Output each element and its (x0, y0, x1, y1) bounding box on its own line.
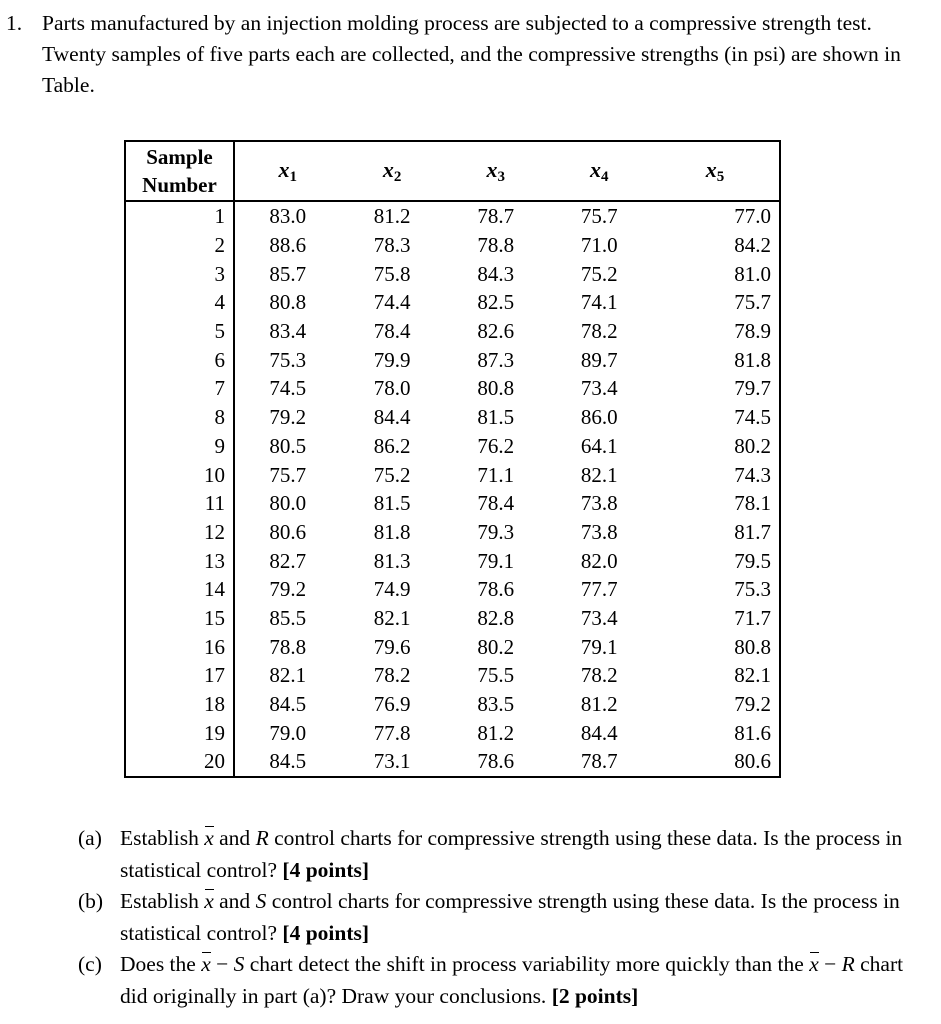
value-cell-x5: 81.8 (734, 347, 771, 372)
value-cell-x4: 89.7 (580, 347, 618, 372)
value-cell-x4: 74.1 (580, 290, 618, 315)
minus-sign: − (216, 952, 229, 976)
var-subscript: 5 (716, 168, 725, 185)
question-c-text-2: chart detect the shift in process variability more quickly than the (249, 952, 804, 976)
sample-number-cell: 19 (125, 718, 234, 747)
value-cell-x4: 86.0 (580, 405, 618, 430)
question-b-text-2: and (219, 889, 251, 913)
value-cell-x5: 81.7 (734, 519, 771, 544)
value-cell-x1: 88.6 (269, 233, 307, 258)
sample-number-cell: 17 (125, 661, 234, 690)
value-cell-x3: 78.4 (477, 491, 515, 516)
value-cell-x1: 79.2 (269, 405, 307, 430)
value-cell-x1: 75.3 (269, 347, 307, 372)
value-cell-x3: 76.2 (477, 433, 515, 458)
value-cell-x3: 81.2 (477, 720, 515, 745)
question-b-text-1: Establish (120, 889, 199, 913)
column-header-x2 (340, 141, 444, 201)
value-cell-x2: 78.0 (373, 376, 411, 401)
xbar-symbol: x (809, 949, 819, 981)
sample-number-cell: 2 (125, 231, 234, 260)
value-cell-x5: 74.3 (734, 462, 771, 487)
value-cell-x3: 82.6 (477, 319, 515, 344)
value-cell-x1: 82.1 (269, 663, 307, 688)
value-cell-x2: 75.8 (373, 261, 411, 286)
value-cell-x4: 78.2 (580, 319, 618, 344)
table-row (125, 201, 780, 231)
value-cell-x3: 82.8 (477, 605, 515, 630)
value-cell-x5: 79.7 (734, 376, 771, 401)
var-symbol: x (278, 156, 290, 182)
sample-number-cell: 9 (125, 432, 234, 461)
column-header-x3 (444, 141, 548, 201)
sample-number-cell: 1 (125, 201, 234, 231)
var-subscript: 3 (497, 168, 505, 185)
question-c-label: (c) (78, 952, 102, 976)
question-a-text-3: control charts for compressive strength using these data. Is the process in statistical control? (120, 826, 903, 882)
table-row (125, 718, 780, 747)
value-cell-x4: 82.0 (580, 548, 618, 573)
xbar-symbol: x (204, 886, 214, 918)
table-row (125, 661, 780, 690)
sample-number-cell: 20 (125, 747, 234, 777)
value-cell-x3: 78.6 (477, 577, 515, 602)
value-cell-x5: 75.3 (734, 577, 771, 602)
value-cell-x3: 71.1 (477, 462, 515, 487)
value-cell-x1: 79.2 (269, 577, 307, 602)
sample-number-cell: 10 (125, 460, 234, 489)
sample-header-line2: Number (142, 173, 217, 197)
question-a-text-2: and (219, 826, 251, 850)
question-a-points: [4 points] (282, 857, 370, 882)
table-row (125, 288, 780, 317)
value-cell-x1: 74.5 (269, 376, 307, 401)
value-cell-x2: 79.9 (373, 347, 411, 372)
var-symbol: x (590, 156, 602, 182)
value-cell-x4: 78.7 (580, 749, 618, 774)
var-subscript: 1 (289, 168, 297, 185)
value-cell-x4: 81.2 (580, 692, 618, 717)
value-cell-x1: 84.5 (269, 749, 307, 774)
value-cell-x5: 79.2 (734, 692, 771, 717)
value-cell-x5: 81.6 (734, 720, 771, 745)
value-cell-x2: 81.3 (373, 548, 411, 573)
value-cell-x4: 71.0 (580, 233, 618, 258)
question-c-text-1: Does the (120, 952, 196, 976)
value-cell-x4: 73.8 (580, 491, 618, 516)
value-cell-x3: 79.3 (477, 519, 515, 544)
value-cell-x4: 75.2 (580, 261, 618, 286)
question-b-text-3: control charts for compressive strength using these data. Is the process in statistical control? (120, 889, 900, 945)
value-cell-x3: 81.5 (477, 405, 515, 430)
column-header-x4 (548, 141, 652, 201)
value-cell-x1: 83.4 (269, 319, 307, 344)
value-cell-x1: 84.5 (269, 692, 307, 717)
value-cell-x1: 83.0 (269, 204, 307, 229)
table-row (125, 632, 780, 661)
value-cell-x5: 84.2 (734, 233, 771, 258)
question-c-points: [2 points] (551, 983, 639, 1008)
table-row (125, 374, 780, 403)
r-symbol: R (255, 826, 269, 850)
value-cell-x4: 73.4 (580, 376, 618, 401)
question-b (78, 886, 928, 949)
value-cell-x3: 78.7 (477, 204, 515, 229)
var-subscript: 4 (601, 168, 609, 185)
value-cell-x1: 78.8 (269, 634, 307, 659)
value-cell-x5: 80.8 (734, 634, 771, 659)
value-cell-x2: 81.2 (373, 204, 411, 229)
question-c (78, 949, 928, 1012)
value-cell-x5: 78.1 (734, 491, 771, 516)
value-cell-x1: 82.7 (269, 548, 307, 573)
table-body (125, 201, 780, 777)
sample-header-line1: Sample (146, 145, 213, 169)
r-symbol: R (841, 952, 855, 976)
table-row (125, 747, 780, 777)
value-cell-x2: 81.8 (373, 519, 411, 544)
value-cell-x4: 64.1 (580, 433, 618, 458)
value-cell-x2: 78.3 (373, 233, 411, 258)
var-symbol: x (382, 156, 394, 182)
xbar-symbol: x (204, 823, 214, 855)
value-cell-x4: 77.7 (580, 577, 618, 602)
table-row (125, 575, 780, 604)
value-cell-x1: 85.7 (269, 261, 307, 286)
compressive-strength-table (124, 140, 781, 778)
table-header-row (125, 141, 780, 201)
value-cell-x3: 79.1 (477, 548, 515, 573)
sample-number-cell: 8 (125, 403, 234, 432)
value-cell-x1: 79.0 (269, 720, 307, 745)
value-cell-x5: 80.2 (734, 433, 771, 458)
s-symbol: S (255, 889, 267, 913)
value-cell-x4: 78.2 (580, 663, 618, 688)
value-cell-x2: 79.6 (373, 634, 411, 659)
minus-sign: − (824, 952, 837, 976)
value-cell-x2: 74.9 (373, 577, 411, 602)
value-cell-x5: 80.6 (734, 749, 771, 774)
var-symbol: x (705, 156, 717, 182)
question-list (78, 823, 928, 1012)
table-row (125, 489, 780, 518)
table-row (125, 518, 780, 547)
question-b-label: (b) (78, 889, 104, 913)
value-cell-x1: 85.5 (269, 605, 307, 630)
sample-number-cell: 14 (125, 575, 234, 604)
question-a-text-1: Establish (120, 826, 199, 850)
value-cell-x4: 75.7 (580, 204, 618, 229)
value-cell-x1: 80.5 (269, 433, 307, 458)
problem-intro: Parts manufactured by an injection molding process are subjected to a compressive strength test. Twenty samples of five parts each are collected, and the compressive strengths (in psi) are shown in Table. (42, 11, 901, 97)
question-a (78, 823, 928, 886)
value-cell-x2: 84.4 (373, 405, 411, 430)
table-row (125, 259, 780, 288)
problem-statement (6, 8, 931, 101)
value-cell-x3: 80.8 (477, 376, 515, 401)
value-cell-x3: 84.3 (477, 261, 515, 286)
sample-number-cell: 12 (125, 518, 234, 547)
sample-number-header (125, 141, 234, 201)
column-header-x5 (651, 141, 780, 201)
table-row (125, 546, 780, 575)
value-cell-x4: 73.4 (580, 605, 618, 630)
value-cell-x5: 77.0 (734, 204, 771, 229)
value-cell-x3: 87.3 (477, 347, 515, 372)
table-row (125, 432, 780, 461)
table-header (125, 141, 780, 201)
table-row (125, 604, 780, 633)
sample-number-cell: 16 (125, 632, 234, 661)
sample-number-cell: 5 (125, 317, 234, 346)
var-subscript: 2 (393, 168, 402, 185)
value-cell-x3: 83.5 (477, 692, 515, 717)
sample-number-cell: 3 (125, 259, 234, 288)
value-cell-x2: 76.9 (373, 692, 411, 717)
sample-number-cell: 18 (125, 690, 234, 719)
value-cell-x3: 78.8 (477, 233, 515, 258)
question-a-label: (a) (78, 826, 102, 850)
value-cell-x2: 82.1 (373, 605, 411, 630)
sample-number-cell: 15 (125, 604, 234, 633)
table-row (125, 690, 780, 719)
value-cell-x2: 78.4 (373, 319, 411, 344)
value-cell-x5: 75.7 (734, 290, 771, 315)
value-cell-x3: 78.6 (477, 749, 515, 774)
value-cell-x1: 80.0 (269, 491, 307, 516)
value-cell-x4: 79.1 (580, 634, 618, 659)
sample-number-cell: 4 (125, 288, 234, 317)
value-cell-x2: 74.4 (373, 290, 411, 315)
value-cell-x1: 80.8 (269, 290, 307, 315)
value-cell-x1: 75.7 (269, 462, 307, 487)
value-cell-x1: 80.6 (269, 519, 307, 544)
value-cell-x4: 73.8 (580, 519, 618, 544)
value-cell-x5: 81.0 (734, 261, 771, 286)
value-cell-x2: 73.1 (373, 749, 411, 774)
column-header-x1 (234, 141, 340, 201)
question-b-points: [4 points] (282, 920, 370, 945)
value-cell-x5: 78.9 (734, 319, 771, 344)
xbar-symbol: x (201, 949, 211, 981)
value-cell-x4: 84.4 (580, 720, 618, 745)
table-row (125, 460, 780, 489)
var-symbol: x (486, 156, 498, 182)
s-symbol: S (233, 952, 245, 976)
table-row (125, 345, 780, 374)
value-cell-x2: 86.2 (373, 433, 411, 458)
value-cell-x5: 74.5 (734, 405, 771, 430)
question-c-text-3: chart did originally in part (a)? Draw your conclusions. (120, 952, 904, 1008)
value-cell-x4: 82.1 (580, 462, 618, 487)
value-cell-x3: 82.5 (477, 290, 515, 315)
sample-number-cell: 13 (125, 546, 234, 575)
value-cell-x5: 82.1 (734, 663, 771, 688)
sample-number-cell: 11 (125, 489, 234, 518)
table-row (125, 231, 780, 260)
value-cell-x3: 75.5 (477, 663, 515, 688)
value-cell-x2: 75.2 (373, 462, 411, 487)
value-cell-x5: 79.5 (734, 548, 771, 573)
table-row (125, 403, 780, 432)
table-row (125, 317, 780, 346)
problem-number: 1. (6, 11, 23, 35)
sample-number-cell: 6 (125, 345, 234, 374)
value-cell-x2: 78.2 (373, 663, 411, 688)
sample-number-cell: 7 (125, 374, 234, 403)
value-cell-x5: 71.7 (734, 605, 771, 630)
value-cell-x2: 81.5 (373, 491, 411, 516)
value-cell-x2: 77.8 (373, 720, 411, 745)
value-cell-x3: 80.2 (477, 634, 515, 659)
